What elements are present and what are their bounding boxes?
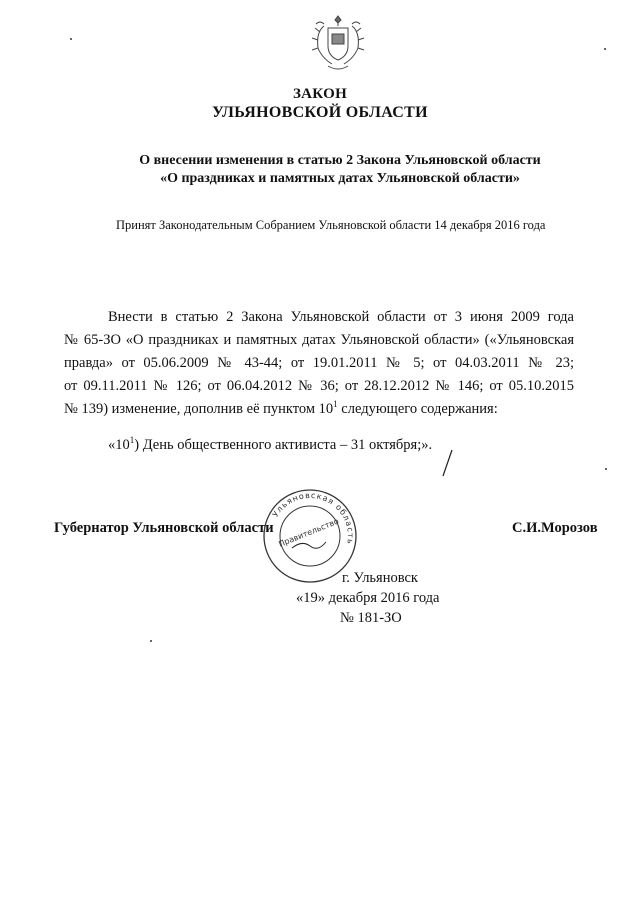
new-item-open: «10 — [108, 437, 130, 453]
body-line-1: Внести в статью 2 Закона Ульяновской области от 3 июня 2009 года — [108, 309, 574, 325]
superscript: 1 — [333, 399, 338, 409]
body-line-5-text: № 139) изменение, дополнив её пунктом 10 — [64, 401, 334, 417]
body-line-2: № 65-ЗО «О праздниках и памятных датах Ульяновской области» («Ульяновская — [64, 332, 574, 348]
new-item-text — [108, 436, 574, 455]
new-item-body: ) День общественного активиста – 31 октября;». — [134, 437, 433, 453]
region-title: УЛЬЯНОВСКОЙ ОБЛАСТИ — [212, 104, 428, 121]
seal-ring-text: Ульяновская область — [270, 490, 356, 546]
body-line-5-tail: следующего содержания: — [337, 401, 498, 417]
ink-mark — [440, 448, 454, 478]
scan-speck — [605, 468, 607, 470]
scan-speck — [604, 48, 606, 50]
subject-line-2: «О праздниках и памятных датах Ульяновской области» — [160, 171, 520, 186]
signatory-position: Губернатор Ульяновской области — [54, 520, 274, 536]
law-label: ЗАКОН — [292, 86, 348, 102]
superscript: 1 — [129, 435, 135, 445]
scan-speck — [70, 38, 72, 40]
coat-of-arms-icon — [306, 12, 370, 74]
body-line-5 — [64, 400, 574, 419]
seal-center-text: Правительство — [277, 516, 341, 549]
scan-speck — [150, 640, 152, 642]
law-number: № 181-ЗО — [340, 610, 402, 626]
signing-date: «19» декабря 2016 года — [296, 590, 440, 606]
adoption-note: Принят Законодательным Собранием Ульяновской области 14 декабря 2016 года — [116, 218, 546, 232]
body-line-3: правда» от 05.06.2009 № 43-44; от 19.01.2011 № 5; от 04.03.2011 № 23; — [64, 355, 574, 371]
city: г. Ульяновск — [342, 570, 418, 586]
body-line-4: от 09.11.2011 № 126; от 06.04.2012 № 36; от 28.12.2012 № 146; от 05.10.2015 — [64, 378, 574, 394]
signatory-name: С.И.Морозов — [512, 520, 598, 536]
subject-line-1: О внесении изменения в статью 2 Закона Ульяновской области — [139, 153, 541, 168]
